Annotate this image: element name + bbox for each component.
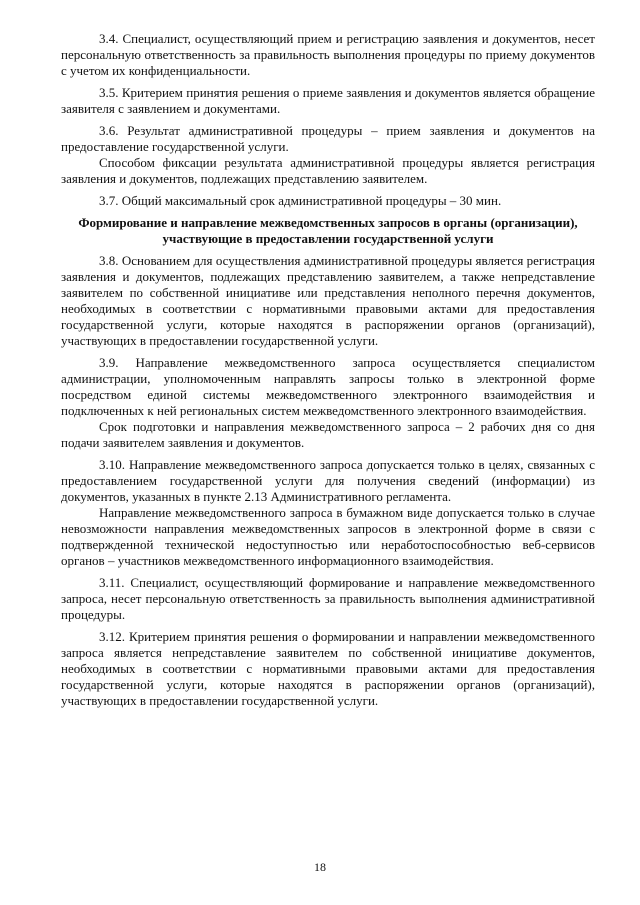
paragraph-3-10: 3.10. Направление межведомственного запроса допускается только в целях, связанных с предоставлением государственной услуги для получения сведений (информации) из документов, указанных в пункте 2.13 Административного регламента. xyxy=(61,457,595,504)
paragraph-3-6: 3.6. Результат административной процедуры – прием заявления и документов на предоставление государственной услуги. xyxy=(61,123,595,154)
document-body xyxy=(61,31,595,715)
paragraph-3-8: 3.8. Основанием для осуществления административной процедуры является регистрация заявления и документов, подлежащих представлению заявителем, а также непредставление заявителем по собственной инициативе или представления неполного перечня документов, необходимых в соответствии с нормативными правовыми актами для предоставления государственной услуги, которые находятся в распоряжении органов (организаций), участвующих в предоставлении государственной услуги. xyxy=(61,253,595,348)
paragraph-3-11: 3.11. Специалист, осуществляющий формирование и направление межведомственного запроса, несет персональную ответственность за правильность выполнения административной процедуры. xyxy=(61,575,595,622)
paragraph-3-12: 3.12. Критерием принятия решения о формировании и направлении межведомственного запроса является непредставление заявителем по собственной инициативе документов, необходимых в соответствии с нормативными правовыми актами для предоставления государственной услуги, которые находятся в распоряжении органов (организаций), участвующих в предоставлении государственной услуги. xyxy=(61,629,595,708)
paragraph-3-4: 3.4. Специалист, осуществляющий прием и регистрацию заявления и документов, несет персональную ответственность за правильность выполнения процедуры по приему документов с учетом их конфиденциальности. xyxy=(61,31,595,78)
paragraph-3-7: 3.7. Общий максимальный срок административной процедуры – 30 мин. xyxy=(99,193,502,208)
page-number: 18 xyxy=(314,860,326,874)
paragraph-3-5: 3.5. Критерием принятия решения о приеме заявления и документов является обращение заявителя с заявлением и документами. xyxy=(61,85,595,116)
paragraph-3-9-deadline: Срок подготовки и направления межведомственного запроса – 2 рабочих дня со дня подачи заявителем заявления и документов. xyxy=(61,419,595,450)
paragraph-3-6-fixation: Способом фиксации результата административной процедуры является регистрация заявления и документов, подлежащих представлению заявителем. xyxy=(61,155,595,186)
section-heading: Формирование и направление межведомственных запросов в органы (организации), участвующие в предоставлении государственной услуги xyxy=(78,215,578,246)
paragraph-3-9: 3.9. Направление межведомственного запроса осуществляется специалистом администрации, уполномоченным направлять запросы только в электронной форме посредством единой системы межведомственного электронного взаимодействия и подключенных к ней региональных систем межведомственного электронного взаимодействия. xyxy=(61,355,595,418)
paragraph-3-10-paper: Направление межведомственного запроса в бумажном виде допускается только в случае невозможности направления межведомственных запросов в электронной форме в связи с подтвержденной технической недоступностью или неработоспособностью веб-сервисов органов – участников межведомственного информационного взаимодействия. xyxy=(61,505,595,568)
